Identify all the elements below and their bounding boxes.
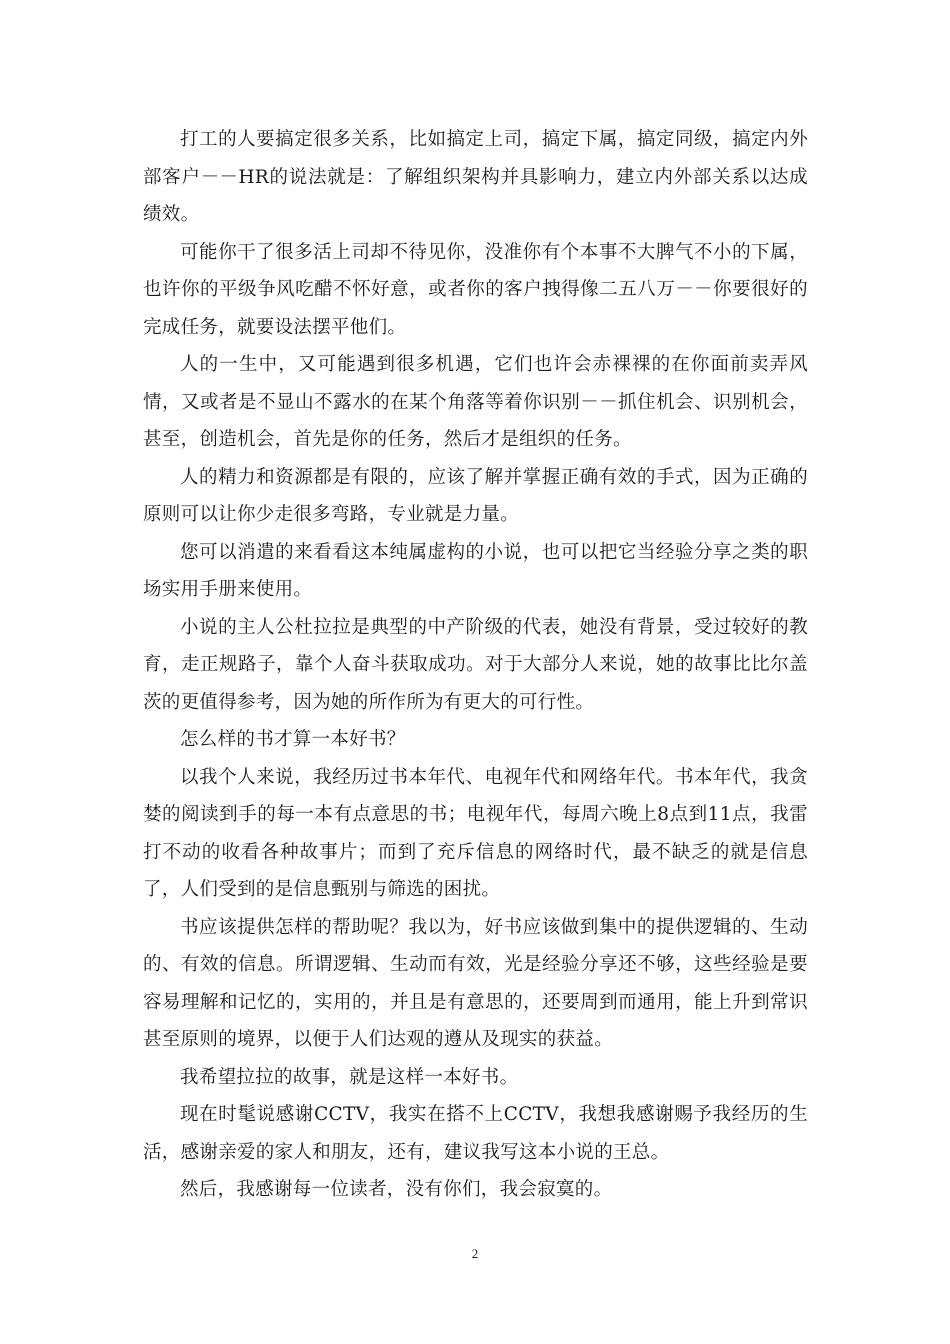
paragraph: 现在时髦说感谢CCTV，我实在搭不上CCTV，我想我感谢赐予我经历的生活，感谢亲爱的家人和朋友，还有，建议我写这本小说的王总。 [143,1104,808,1163]
paragraph: 以我个人来说，我经历过书本年代、电视年代和网络年代。书本年代，我贪婪的阅读到手的每一本有点意思的书；电视年代，每周六晚上8点到11点，我雷打不动的收看各种故事片；而到了充斥信息的网络时代，最不缺乏的就是信息了，人们受到的是信息甄别与筛选的困扰。 [143,766,808,900]
paragraph: 小说的主人公杜拉拉是典型的中产阶级的代表，她没有背景，受过较好的教育，走正规路子，靠个人奋斗获取成功。对于大部分人来说，她的故事比比尔盖茨的更值得参考，因为她的所作所为有更大的可行性。 [143,616,808,713]
body-text [143,121,808,1209]
paragraph: 然后，我感谢每一位读者，没有你们，我会寂寞的。 [180,1179,613,1200]
paragraph: 人的一生中，又可能遇到很多机遇，它们也许会赤裸裸的在你面前卖弄风情，又或者是不显山不露水的在某个角落等着你识别－－抓住机会、识别机会，甚至，创造机会，首先是你的任务，然后才是组织的任务。 [143,354,808,450]
paragraph: 可能你干了很多活上司却不待见你，没准你有个本事不大脾气不小的下属，也许你的平级争风吃醋不怀好意，或者你的客户拽得像二五八万－－你要很好的完成任务，就要设法摆平他们。 [143,241,808,338]
paragraph: 您可以消遣的来看看这本纯属虚构的小说，也可以把它当经验分享之类的职场实用手册来使用。 [143,541,808,600]
paragraph: 书应该提供怎样的帮助呢？我以为，好书应该做到集中的提供逻辑的、生动的、有效的信息。所谓逻辑、生动而有效，光是经验分享还不够，这些经验是要容易理解和记忆的，实用的，并且是有意思的，还要周到而通用，能上升到常识甚至原则的境界，以便于人们达观的遵从及现实的获益。 [143,916,808,1050]
paragraph: 打工的人要搞定很多关系，比如搞定上司，搞定下属，搞定同级，搞定内外部客户－－HR的说法就是：了解组织架构并具影响力，建立内外部关系以达成绩效。 [143,129,808,225]
paragraph: 人的精力和资源都是有限的，应该了解并掌握正确有效的手式，因为正确的原则可以让你少走很多弯路，专业就是力量。 [143,466,808,525]
paragraph: 我希望拉拉的故事，就是这样一本好书。 [180,1066,519,1088]
page-number: 2 [471,1246,479,1261]
paragraph: 怎么样的书才算一本好书？ [180,729,406,750]
